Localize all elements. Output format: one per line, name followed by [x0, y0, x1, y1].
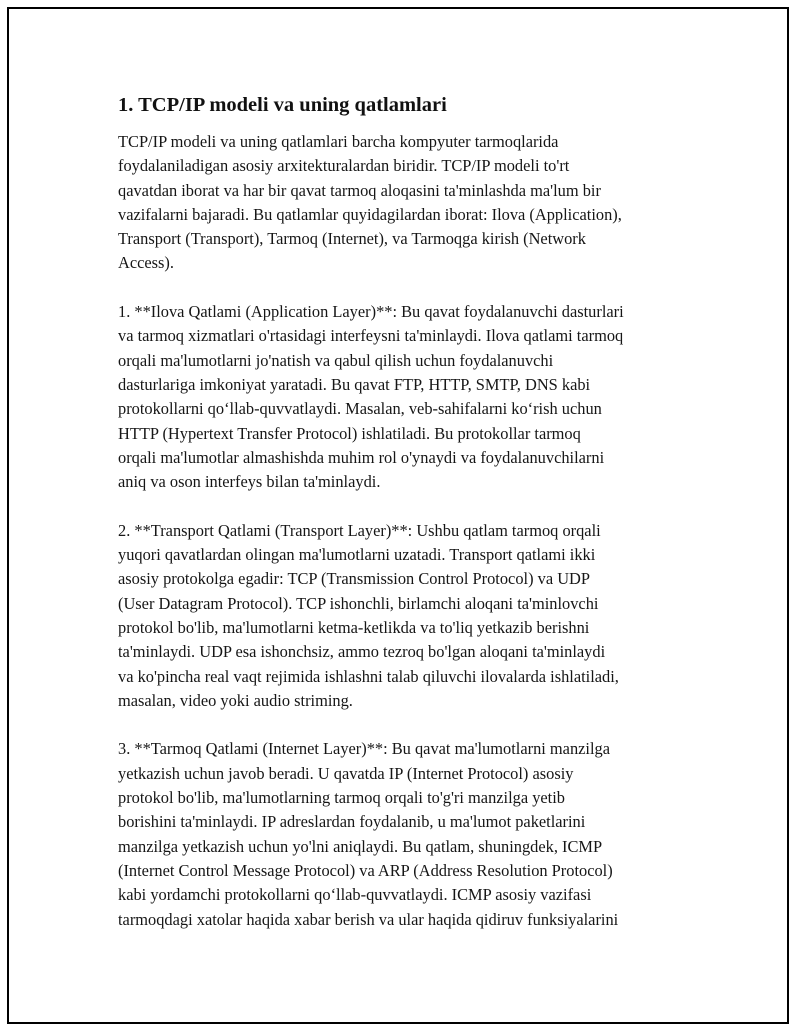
- application-layer-paragraph: 1. **Ilova Qatlami (Application Layer)**: Bu qavat foydalanuvchi dasturlari va tarmoq xizmatlari o'rtasidagi interfeysni ta'minlaydi. Ilova qatlami tarmoq orqali ma'lumotlarni jo'natish va qabul qilish uchun foydalanuvchi dasturlariga imkoniyat yaratadi. Bu qavat FTP, HTTP, SMTP, DNS kabi protokollarni qo‘llab-quvvatlaydi. Masalan, veb-sahifalarni ko‘rish uchun HTTP (Hypertext Transfer Protocol) ishlatiladi. Bu protokollar tarmoq orqali ma'lumotlar almashishda muhim rol o'ynaydi va foydalanuvchilarni aniq va oson interfeys bilan ta'minlaydi.: [118, 302, 624, 492]
- section-heading: 1. TCP/IP modeli va uning qatlamlari: [118, 94, 447, 116]
- document-body: [118, 92, 693, 932]
- intro-paragraph: TCP/IP modeli va uning qatlamlari barcha kompyuter tarmoqlarida foydalaniladigan asosiy arxitekturalardan biridir. TCP/IP modeli to'rt qavatdan iborat va har bir qavat tarmoq aloqasini ta'minlashda ma'lum bir vazifalarni bajaradi. Bu qatlamlar quyidagilardan iborat: Ilova (Application), Transport (Transport), Tarmoq (Internet), va Tarmoqga kirish (Network Access).: [118, 132, 622, 273]
- transport-layer-paragraph: 2. **Transport Qatlami (Transport Layer)**: Ushbu qatlam tarmoq orqali yuqori qavatlardan olingan ma'lumotlarni uzatadi. Transport qatlami ikki asosiy protokolga egadir: TCP (Transmission Control Protocol) va UDP (User Datagram Protocol). TCP ishonchli, birlamchi aloqani ta'minlovchi protokol bo'lib, ma'lumotlarni ketma-ketlikda va to'liq yetkazib berishni ta'minlaydi. UDP esa ishonchsiz, ammo tezroq bo'lgan aloqani ta'minlaydi va ko'pincha real vaqt rejimida ishlashni talab qiluvchi ilovalarda ishlatiladi, masalan, video yoki audio striming.: [118, 520, 619, 710]
- internet-layer-paragraph: 3. **Tarmoq Qatlami (Internet Layer)**: Bu qavat ma'lumotlarni manzilga yetkazish uchun javob beradi. U qavatda IP (Internet Protocol) asosiy protokol bo'lib, ma'lumotlarning tarmoq orqali to'g'ri manzilga yetib borishini ta'minlaydi. IP adreslardan foydalanib, u ma'lumot paketlarini manzilga yetkazish uchun yo'lni aniqlaydi. Bu qatlam, shuningdek, ICMP (Internet Control Message Protocol) va ARP (Address Resolution Protocol) kabi yordamchi protokollarni qo‘llab-quvvatlaydi. ICMP asosiy vazifasi tarmoqdagi xatolar haqida xabar berish va ular haqida qidiruv funksiyalarini: [118, 739, 619, 929]
